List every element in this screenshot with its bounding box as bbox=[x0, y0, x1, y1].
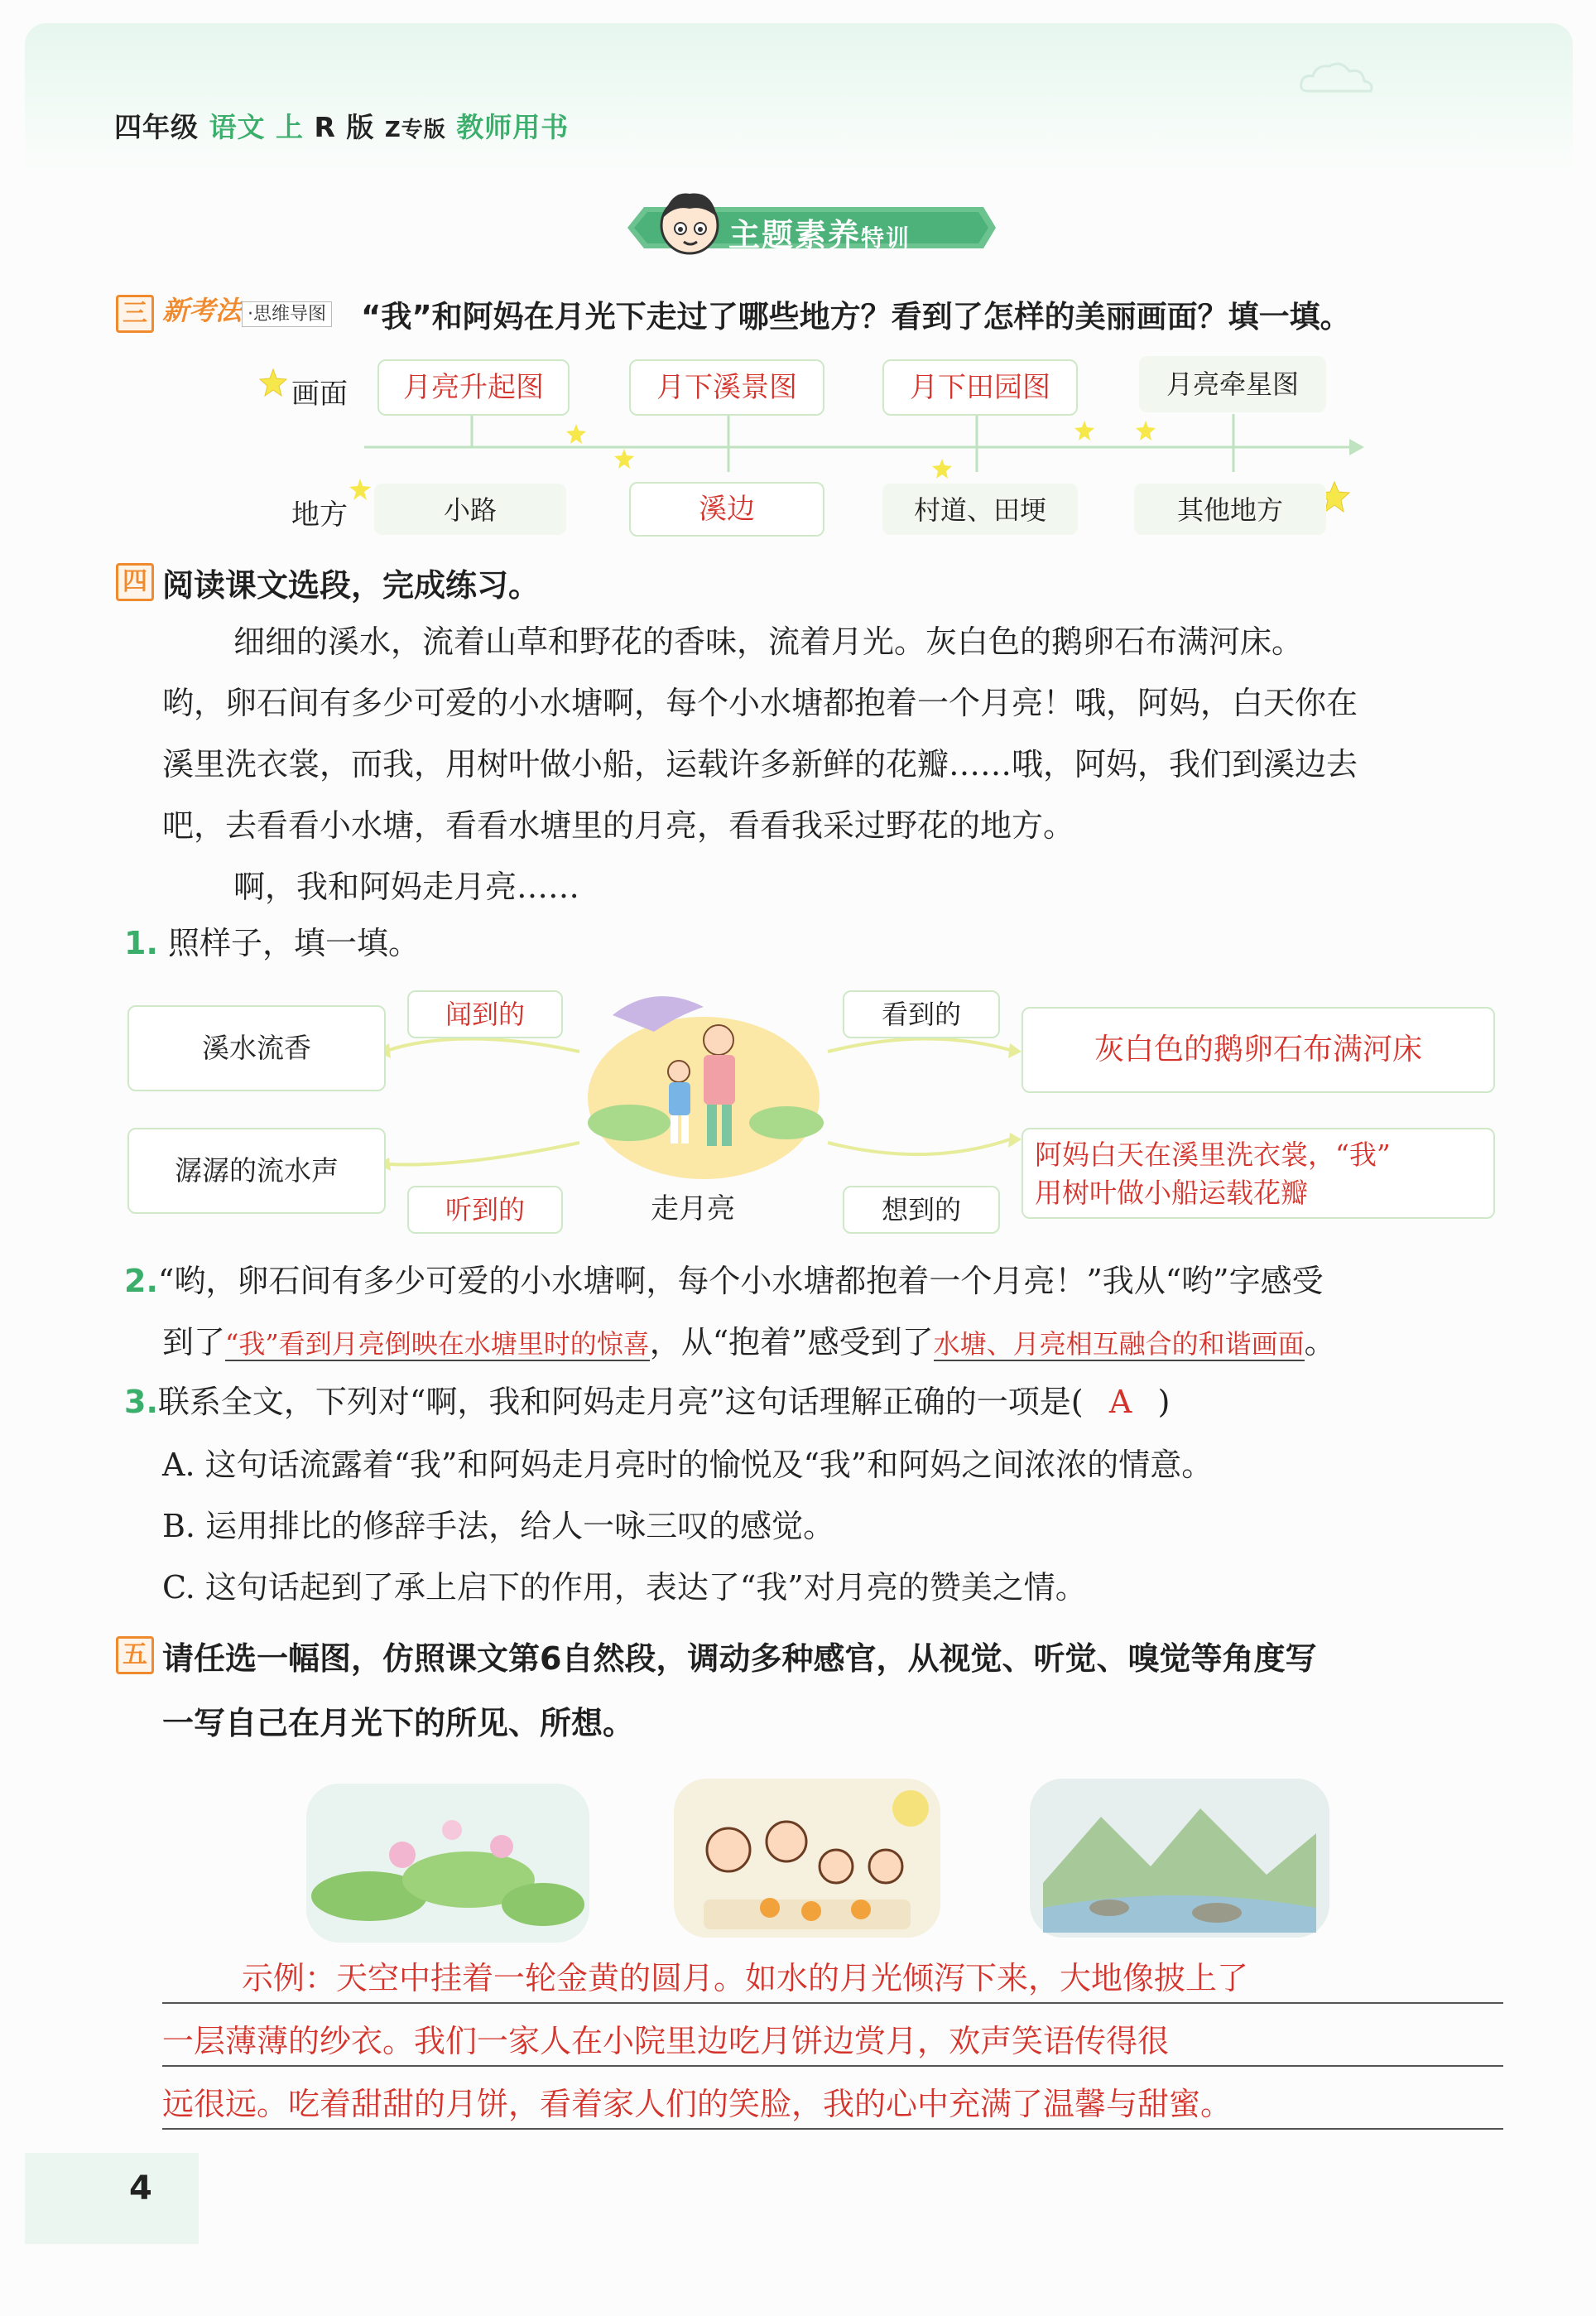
question-number-4: 四 bbox=[116, 563, 154, 601]
mind-map-tag: ·思维导图 bbox=[242, 301, 332, 327]
star-icon bbox=[1134, 419, 1157, 442]
thought-answer-box bbox=[1022, 1128, 1495, 1219]
writing-line-1 bbox=[162, 2002, 1503, 2004]
passage-line-1: 细细的溪水，流着山草和野花的香味，流着月光。灰白色的鹅卵石布满河床。 bbox=[233, 624, 1304, 660]
sub2-line-1 bbox=[124, 1255, 1548, 1301]
book-type-label: 教师用书 bbox=[456, 111, 570, 143]
z-edition-label: Z专版 bbox=[384, 118, 446, 142]
sub1-question bbox=[124, 917, 420, 963]
question-number-5: 五 bbox=[116, 1636, 154, 1674]
picture-box-4: 月亮牵星图 bbox=[1139, 356, 1326, 412]
q3-tag bbox=[162, 290, 332, 328]
smelled-answer-box: 溪水流香 bbox=[127, 1005, 386, 1091]
subject-label: 语文 bbox=[209, 111, 266, 143]
sub1-text: 照样子，填一填。 bbox=[167, 925, 420, 961]
new-method-tag: 新考法 bbox=[162, 295, 243, 326]
q5-answer-line-2: 一层薄薄的纱衣。我们一家人在小院里边吃月饼边赏月，欢声笑语传得很 bbox=[162, 2023, 1170, 2059]
saw-label: 看到的 bbox=[843, 990, 1000, 1038]
sub3-stem bbox=[124, 1376, 1548, 1422]
banner-title bbox=[728, 209, 911, 255]
star-icon bbox=[930, 457, 954, 480]
footer-band bbox=[25, 2153, 199, 2244]
mountain-stream-picture bbox=[1026, 1775, 1333, 1941]
passage-line-2: 哟，卵石间有多少可爱的小水塘啊，每个小水塘都抱着一个月亮！哦，阿妈，白天你在 bbox=[162, 685, 1358, 721]
thought-answer-line-2: 用树叶做小船运载花瓣 bbox=[1035, 1177, 1308, 1209]
family-moon-cake-picture bbox=[671, 1775, 944, 1941]
place-box-1: 小路 bbox=[374, 484, 566, 535]
thought-label: 想到的 bbox=[843, 1186, 1000, 1234]
cloud-icon bbox=[1291, 50, 1391, 108]
sub3-option-b: B. 运用排比的修辞手法，给人一咏三叹的感觉。 bbox=[162, 1508, 835, 1544]
q4-title: 阅读课文选段，完成练习。 bbox=[162, 567, 541, 604]
banner-main: 主题素养 bbox=[728, 217, 862, 253]
page-number: 4 bbox=[129, 2169, 152, 2208]
passage-line-3: 溪里洗衣裳，而我，用树叶做小船，运载许多新鲜的花瓣……哦，阿妈，我们到溪边去 bbox=[162, 746, 1358, 782]
picture-box-2: 月下溪景图 bbox=[629, 359, 824, 416]
row-label-places: 地方 bbox=[291, 498, 348, 532]
lotus-pond-picture bbox=[303, 1780, 593, 1946]
edition-label: R 版 bbox=[314, 111, 375, 143]
place-box-3: 村道、田埂 bbox=[882, 484, 1078, 535]
writing-line-2 bbox=[162, 2065, 1503, 2067]
thought-answer-line-1: 阿妈白天在溪里洗衣裳，“我” bbox=[1035, 1139, 1391, 1171]
sub2-quote: “哟，卵石间有多少可爱的小水塘啊，每个小水塘都抱着一个月亮！”我从“哟”字感受 bbox=[157, 1263, 1324, 1299]
saw-answer-box: 灰白色的鹅卵石布满河床 bbox=[1022, 1007, 1495, 1093]
q5-title-line-1: 请任选一幅图，仿照课文第6自然段，调动多种感官，从视觉、听觉、嗅觉等角度写 bbox=[162, 1640, 1317, 1677]
q5-answer-line-3: 远很远。吃着甜甜的月饼，看着家人们的笑脸，我的心中充满了温馨与甜蜜。 bbox=[162, 2086, 1233, 2122]
heard-answer-box: 潺潺的流水声 bbox=[127, 1128, 386, 1214]
q5-title-line-2: 一写自己在月光下的所见、所想。 bbox=[162, 1705, 635, 1741]
sub3-stem-close: ) bbox=[1157, 1384, 1171, 1420]
sub2-answer-1: “我”看到月亮倒映在水塘里时的惊喜 bbox=[225, 1328, 650, 1360]
row-label-pictures: 画面 bbox=[291, 378, 348, 411]
sub1-number: 1. bbox=[124, 925, 158, 961]
sub3-option-a: A. 这句话流露着“我”和阿妈走月亮时的愉悦及“我”和阿妈之间浓浓的情意。 bbox=[162, 1447, 1214, 1483]
passage-line-4: 吧，去看看小水塘，看看水塘里的月亮，看看我采过野花的地方。 bbox=[162, 807, 1075, 844]
sub2-line-2 bbox=[162, 1317, 1553, 1362]
passage-line-5: 啊，我和阿妈走月亮…… bbox=[233, 869, 580, 905]
q3-question: “我”和阿妈在月光下走过了哪些地方？看到了怎样的美丽画面？填一填。 bbox=[361, 299, 1351, 335]
grade-label: 四年级 bbox=[114, 111, 199, 143]
sub3-stem-text: 联系全文，下列对“啊，我和阿妈走月亮”这句话理解正确的一项是( bbox=[157, 1384, 1084, 1420]
cartoon-boy-icon bbox=[654, 187, 725, 262]
picture-box-1: 月亮升起图 bbox=[377, 359, 570, 416]
star-icon bbox=[565, 422, 588, 445]
star-icon bbox=[258, 368, 288, 397]
sub2-end: 。 bbox=[1304, 1324, 1336, 1360]
banner-sub: 特训 bbox=[861, 224, 911, 252]
sub2-mid: ，从“抱着”感受到了 bbox=[649, 1324, 934, 1360]
star-icon bbox=[613, 447, 636, 470]
sub2-answer-2: 水塘、月亮相互融合的和谐画面 bbox=[933, 1328, 1305, 1360]
sub3-answer: A bbox=[1108, 1384, 1132, 1420]
question-number-3: 三 bbox=[116, 295, 154, 333]
sub3-number: 3. bbox=[124, 1384, 158, 1420]
mother-child-walking-illustration bbox=[579, 982, 836, 1189]
center-caption: 走月亮 bbox=[651, 1192, 735, 1225]
sub2-pre: 到了 bbox=[162, 1324, 226, 1360]
place-box-4: 其他地方 bbox=[1134, 484, 1326, 535]
place-box-2: 溪边 bbox=[629, 482, 824, 537]
sub3-option-c: C. 这句话起到了承上启下的作用，表达了“我”对月亮的赞美之情。 bbox=[162, 1569, 1087, 1606]
book-header bbox=[114, 106, 569, 145]
star-icon bbox=[348, 477, 373, 502]
picture-box-3: 月下田园图 bbox=[882, 359, 1078, 416]
writing-line-3 bbox=[162, 2128, 1503, 2130]
heard-label: 听到的 bbox=[407, 1186, 563, 1234]
q5-answer-line-1: 示例：天空中挂着一轮金黄的圆月。如水的月光倾泻下来，大地像披上了 bbox=[242, 1960, 1249, 1996]
volume-label: 上 bbox=[276, 111, 304, 143]
star-icon bbox=[1073, 419, 1096, 442]
smelled-label: 闻到的 bbox=[407, 990, 563, 1038]
sub2-number: 2. bbox=[124, 1263, 158, 1299]
